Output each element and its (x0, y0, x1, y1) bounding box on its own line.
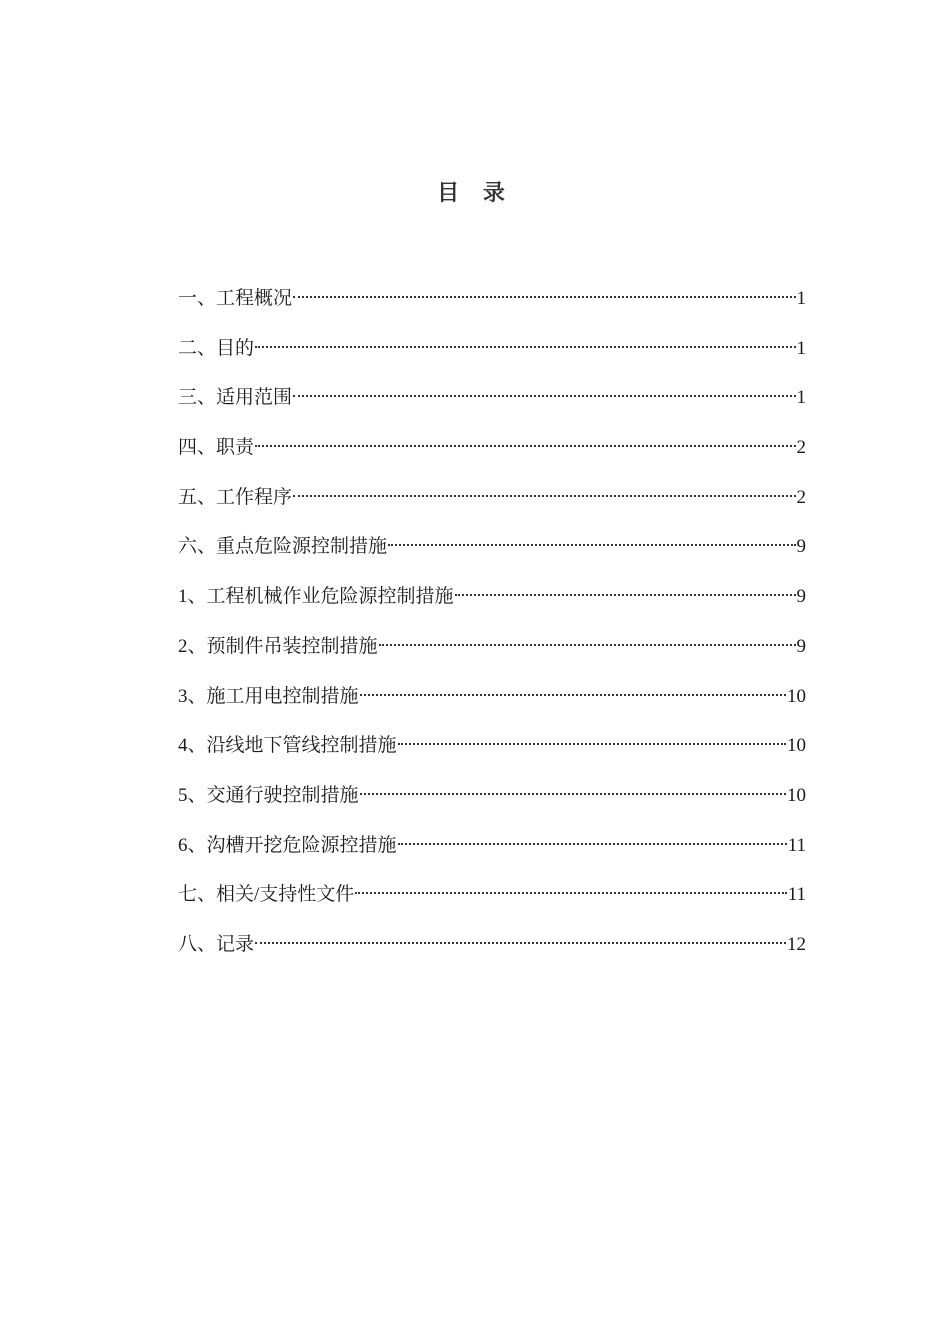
toc-entry-page-number: 11 (787, 834, 806, 856)
toc-entry-label: 五、工作程序 (178, 486, 293, 508)
toc-entry-page-number: 10 (787, 784, 806, 806)
toc-entry-label: 二、目的 (178, 337, 255, 359)
toc-entry-page-number: 9 (796, 536, 806, 558)
toc-entry-label: 三、适用范围 (178, 387, 293, 409)
toc-entry-label: 六、重点危险源控制措施 (178, 536, 388, 558)
toc-entry-label: 1、工程机械作业危险源控制措施 (178, 586, 454, 608)
toc-entry-label: 八、记录 (178, 933, 255, 955)
toc-entry-label: 一、工程概况 (178, 288, 293, 309)
dot-leader (455, 576, 796, 602)
toc-entry-label: 七、相关/支持性文件 (178, 884, 355, 906)
toc-entry-records[interactable] (178, 924, 806, 974)
dot-leader (293, 477, 795, 503)
toc-entry-key-hazard-controls[interactable] (178, 526, 806, 576)
toc-entry-scope[interactable] (178, 377, 806, 427)
dot-leader (255, 427, 795, 453)
toc-entry-work-procedure[interactable] (178, 477, 806, 527)
toc-entry-prefab-lifting-controls[interactable] (178, 626, 806, 676)
toc-entry-label: 2、预制件吊装控制措施 (178, 635, 378, 657)
toc-entry-label: 3、施工用电控制措施 (178, 685, 359, 707)
toc-entry-responsibilities[interactable] (178, 427, 806, 477)
toc-entry-page-number: 1 (796, 387, 806, 409)
toc-entry-page-number: 11 (787, 884, 806, 906)
table-of-contents (178, 278, 806, 974)
toc-entry-related-documents[interactable] (178, 874, 806, 924)
toc-entry-page-number: 12 (787, 933, 806, 955)
toc-entry-label: 四、职责 (178, 437, 255, 459)
toc-title: 目 录 (437, 181, 513, 206)
toc-entry-electricity-controls[interactable] (178, 676, 806, 726)
dot-leader (355, 874, 786, 900)
toc-entry-machinery-hazard-controls[interactable] (178, 576, 806, 626)
toc-entry-page-number: 2 (796, 486, 806, 508)
toc-entry-trench-excavation-controls[interactable] (178, 825, 806, 875)
dot-leader (293, 278, 795, 304)
dot-leader (293, 377, 795, 403)
toc-entry-label: 4、沿线地下管线控制措施 (178, 735, 397, 757)
dot-leader (379, 626, 796, 652)
dot-leader (255, 328, 795, 354)
toc-entry-traffic-controls[interactable] (178, 775, 806, 825)
toc-entry-page-number: 9 (796, 586, 806, 608)
toc-entry-underground-pipeline-controls[interactable] (178, 725, 806, 775)
toc-entry-page-number: 10 (787, 685, 806, 707)
toc-entry-page-number: 2 (796, 437, 806, 459)
toc-entry-engineering-overview[interactable] (178, 278, 806, 328)
dot-leader (388, 526, 795, 552)
toc-entry-page-number: 1 (796, 288, 806, 309)
toc-entry-label: 6、沟槽开挖危险源控措施 (178, 834, 397, 856)
toc-entry-page-number: 10 (787, 735, 806, 757)
toc-entry-page-number: 1 (796, 337, 806, 359)
toc-entry-page-number: 9 (796, 635, 806, 657)
toc-entry-label: 5、交通行驶控制措施 (178, 784, 359, 806)
dot-leader (360, 676, 786, 702)
dot-leader (398, 825, 787, 851)
dot-leader (398, 725, 786, 751)
dot-leader (255, 924, 786, 950)
dot-leader (360, 775, 786, 801)
toc-entry-purpose[interactable] (178, 328, 806, 378)
